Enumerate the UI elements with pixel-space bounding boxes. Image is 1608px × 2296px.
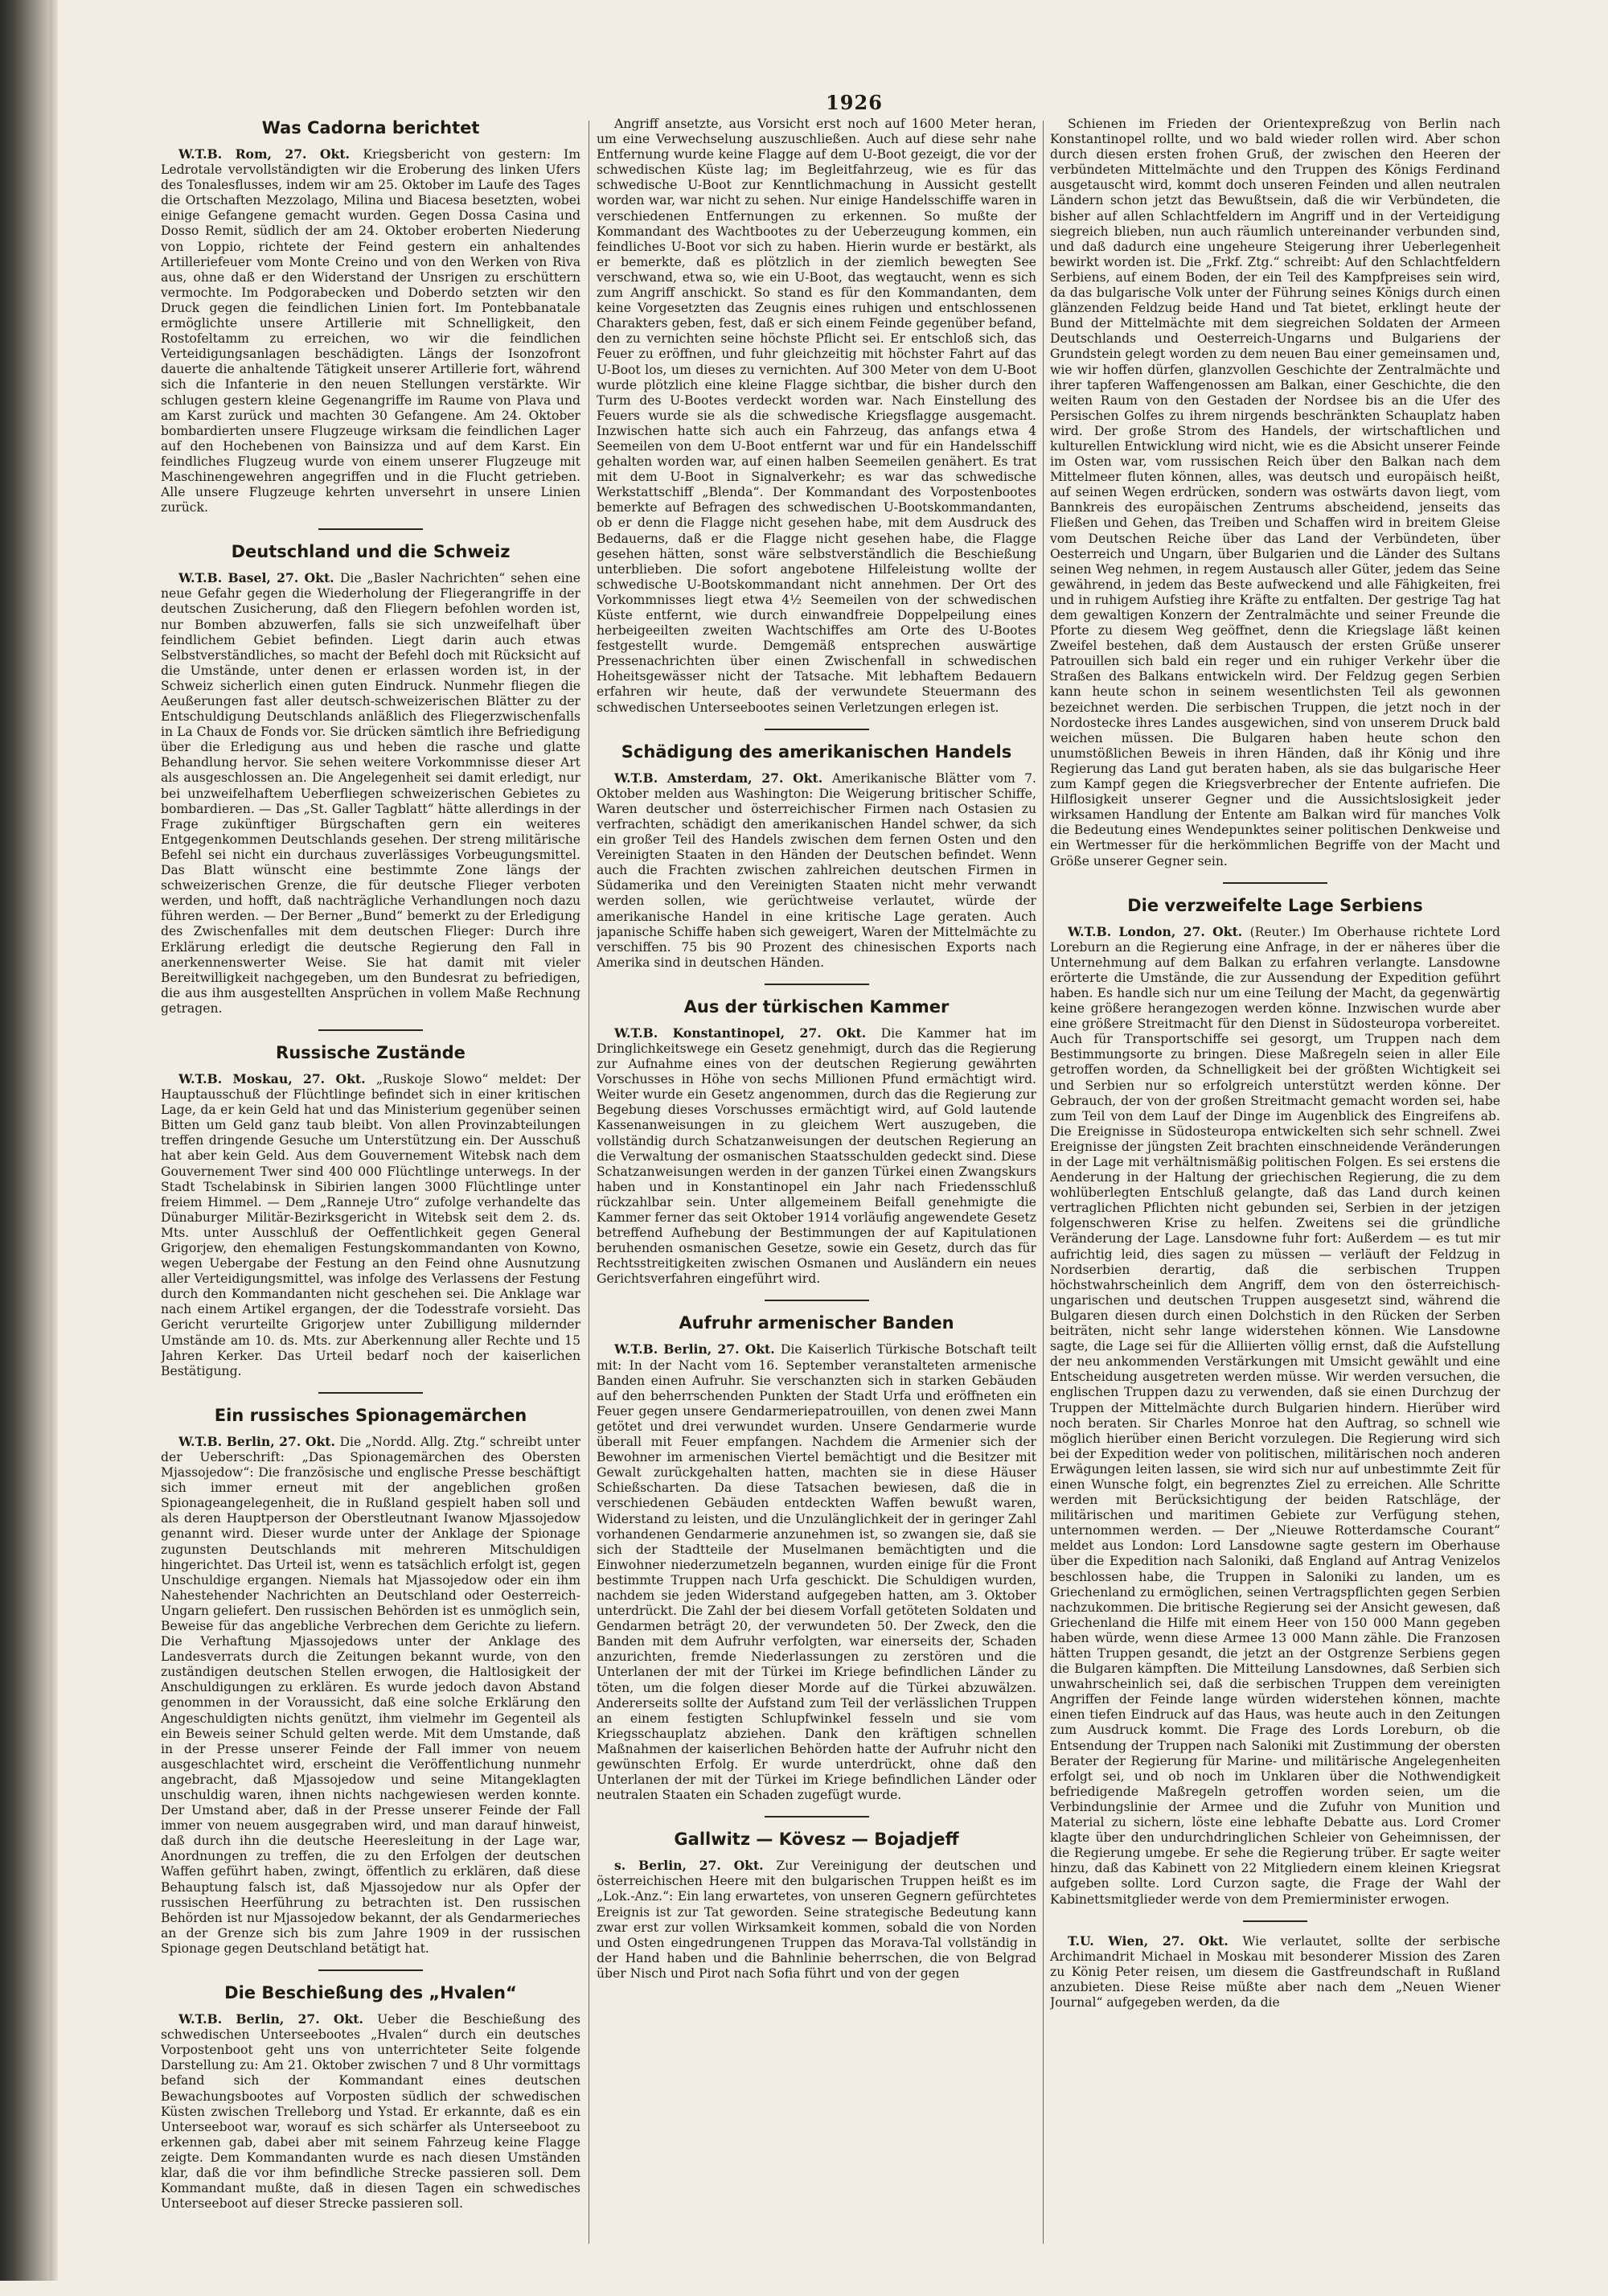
article-dateline: W.T.B. Amsterdam, 27. Okt. [614, 770, 832, 786]
article-text: Schienen im Frieden der Orientexpreßzug von Berlin nach Konstantinopel rollte, und wo bald wieder rollen wird. Aber schon durch diesen ersten frohen Gruß, der zwischen den Heeren der verbündeten Mittelmächte und den Truppen des Königs Ferdinand ausgetauscht wird, kommt doch unseren Feinden und allen neutralen Ländern schon jetzt das Bewußtsein, daß die wir Verbündeten, die bisher auf allen Schlachtfeldern im Angriff und in der Verteidigung siegreich blieben, nun auch räumlich untereinander verbunden sind, und daß dadurch eine ungeheure Steigerung ihrer Ueberlegenheit bewirkt worden ist. Die „Frkf. Ztg.“ schreibt: Auf den Schlachtfeldern Serbiens, auf einem Boden, der ein Teil des Kampfpreises sein wird, da das bulgarische Volk unter der Führung seines Königs durch einen glänzenden Feldzug beide Hand und Tat bietet, erklingt heute der Bund der Mittelmächte mit dem siegreichen Soldaten der Armeen Deutschlands und Oesterreich-Ungarns und Bulgariens der Grundstein gelegt worden zu dem neuen Bau einer gemeinsamen und, wie wir hoffen dürfen, glanzvollen Geschichte der Zentralmächte und ihrer tapferen Waffengenossen am Balkan, einer Geschichte, die den weiten Raum von den Gestaden der Nordsee bis an die Ufer des Persischen Golfes zu ihrem nirgends beschränkten Schauplatz haben wird. Der große Strom des Handels, der wirtschaftlichen und kulturellen Entwicklung wird nicht, wie es die Absicht unserer Feinde im Osten war, vom russischen Reich über den Balkan nach dem Mittelmeer fluten können, alles, was deutsch und europäisch heißt, auf seinen Wegen erdrücken, sondern was ostwärts davon liegt, vom Bannkreis des europäischen Zentrums abscheidend, jenseits das Fließen und Gehen, das Treiben und Schaffen wird in breitem Gleise vom Deutschen Reiche über das Land der Verbündeten, über Oesterreich und Ungarn, über Bulgarien und die Länder des Sultans seinen Weg nehmen, in regem Austausch aller Güter, jedem das Seine gewährend, in jedem das Beste aufweckend und alle Fähigkeiten, frei und in ruhigem Aufstieg ihre Kräfte zu entfalten. Der gestrige Tag hat dem gewaltigen Konzern der Zentralmächte und seiner Freunde die Pforte zu diesem Weg geöffnet, denn die Kriegslage läßt keinen Zweifel bestehen, daß dem Austausch der ersten Grüße unserer Patrouillen sich bald ein reger und ein ruhiger Verkehr über die Straßen des Balkans entwickeln wird. Der Feldzug gegen Serbien kann heute schon in seinem wesentlichsten Teil als gewonnen bezeichnet werden. Die serbischen Truppen, die jetzt noch in der Nordostecke ihres Landes ausgewichen, sind von unserem Druck bald weichen müssen. Die Bulgaren haben heute schon den unumstößlichen Beweis in ihren Händen, daß ihr König und ihre Regierung das Land gut beraten haben, als sie das bulgarische Heer zum Kampf gegen die Kriegsverbrecher der Entente aufriefen. Die Hilflosigkeit unserer Gegner und die Aussichtslosigkeit jeder wirksamen Handlung der Entente am Balkan wird für manches Volk die Bedeutung eines Wendepunktes seiner politischen Denkweise und ein Wertmesser für die herkömmlichen Begriffe von der Macht und Größe unserer Gegner sein. [1050, 117, 1500, 869]
article-headline: Ein russisches Spionagemärchen [214, 1405, 527, 1425]
article-headline: Deutschland und die Schweiz [231, 542, 511, 562]
article [597, 1312, 1036, 1803]
article-headline: Gallwitz — Kövesz — Bojadjeff [674, 1830, 959, 1850]
article-body [161, 570, 580, 1017]
article-separator [765, 1816, 869, 1817]
article-text: Amerikanische Blätter vom 7. Oktober melden aus Washington: Die Weigerung britischer Schiffe, Waren deutscher und österreichischer Firmen nach Ostasien zu verfrachten, schädigt den amerikanischen Handel schwer, da sich ein großer Teil des Handels zwischen dem fernen Osten und den Vereinigten Staaten in den Händen der Deutschen befindet. Wenn auch die Frachten zwischen zahlreichen deutschen Firmen in Südamerika und den Vereinigten Staaten nicht mehr verwandt werden sollen, wie gerüchtweise verlautet, würde der amerikanische Handel in eine kritische Lage geraten. Auch japanische Schiffe haben sich geweigert, Waren der Mittelmächte zu verschiffen. 75 bis 90 Prozent des chinesischen Exports nach Amerika sind in deutschen Händen. [597, 770, 1036, 970]
article-headline: Aus der türkischen Kammer [683, 996, 950, 1017]
article-separator [318, 1969, 423, 1971]
article [161, 1042, 580, 1379]
article-body [597, 770, 1036, 971]
article-separator [1243, 1920, 1307, 1922]
article-body [597, 1858, 1036, 1982]
article-headline: Schädigung des amerikanischen Handels [621, 741, 1012, 762]
article-separator [1223, 882, 1327, 884]
article-text: Die „Nordd. Allg. Ztg.“ schreibt unter der Ueberschrift: „Das Spionagemärchen des Obersten Mjassojedow“: Die französische und englische Presse beschäftigt sich immer erneut mit der angeblichen großen Spionageangelegenheit, die in Rußland gespielt haben soll und als deren Hauptperson der Oberstleutnant Iwanow Mjassojedow genannt wird. Dieser wurde unter der Anklage der Spionage zugunsten Deutschlands mit mehreren Mitschuldigen hingerichtet. Das Urteil ist, wenn es tatsächlich erfolgt ist, gegen Unschuldige ergangen. Niemals hat Mjassojedow oder ein ihm Nahestehender Nachrichten an Deutschland oder Oesterreich-Ungarn geliefert. Den russischen Behörden ist es unmöglich sein, Beweise für das angebliche Verbrechen dem Gerichte zu liefern. Die Verhaftung Mjassojedows unter der Anklage des Landesverrats durch die Zeitungen bekannt wurde, von den zuständigen deutschen Stellen erwogen, die Haltlosigkeit der Anschuldigungen zu erklären. Es wurde jedoch davon Abstand genommen in der Voraussicht, daß eine solche Erklärung den Angeschuldigten nichts genützt, ihm vielmehr im Gegenteil als ein Beweis seiner Schuld gelten werde. Mit dem Umstande, daß in der Presse unserer Feinde der Fall immer von neuem ausgeschlachtet wird, erscheint die Veröffentlichung nunmehr angebracht, daß Mjassojedow und seine Mitangeklagten unschuldig waren, ihnen nichts nachgewiesen werden konnte. Der Umstand aber, daß in der Presse unserer Feinde der Fall immer von neuem ausgegraben wird, und man darauf hinweist, daß durch ihn die deutsche Heeresleitung in der Lage war, Anordnungen zu treffen, die zu den Erfolgen der deutschen Waffen geführt haben, zwingt, öffentlich zu erklären, daß diese Behauptung falsch ist, daß Mjassojedow nur als Opfer der russischen Heerführung zu betrachten ist. Den russischen Behörden ist nur Mjassojedow bekannt, der als Gendarmerieches an der Grenze sich bis zum Jahre 1909 in der russischen Spionage gegen Deutschland betätigt hat. [161, 1434, 580, 1956]
article-dateline: W.T.B. Rom, 27. Okt. [178, 146, 363, 162]
article-text: Die „Basler Nachrichten“ sehen eine neue Gefahr gegen die Wiederholung der Fliegerangriffe in der deutschen Zusicherung, daß den Fliegern befohlen worden ist, nur Bomben abzuwerfen, falls sie sich unzweifelhaft über feindlichem Gebiet befinden. Liegt darin auch etwas Selbstverständliches, so macht der Befehl doch mit Rücksicht auf die Umstände, unter denen er erlassen worden ist, in der Schweiz sicherlich einen guten Eindruck. Nunmehr fliegen die Aeußerungen fast aller deutsch-schweizerischen Blätter zu der Entschuldigung Deutschlands anläßlich des Fliegerzwischenfalls in La Chaux de Fonds vor. Sie drücken sämtlich ihre Befriedigung über die Erledigung aus und heben die rasche und glatte Behandlung hervor. Sie sehen weitere Vorkommnisse dieser Art als ausgeschlossen an. Die Angelegenheit sei damit erledigt, nur bei unzweifelhaftem Ueberfliegen schweizerischen Gebietes zu bombardieren. — Das „St. Galler Tagblatt“ hätte allerdings in der Frage zukünftiger Bürgschaften gern ein weiteres Entgegenkommen Deutschlands gesehen. Der streng militärische Befehl sei nicht ein durchaus zuverlässiges Vorbeugungsmittel. Das Blatt wünscht eine bestimmte Zone längs der schweizerischen Grenze, die für deutsche Flieger verboten werden, und hofft, daß nachträgliche Verhandlungen noch dazu führen werden. — Der Berner „Bund“ bemerkt zu der Erledigung des Zwischenfalles mit dem deutschen Flieger: Durch ihre Erklärung erledigt die deutsche Regierung den Fall in anerkennenswerter Weise. Sie hat damit mit vieler Bereitwilligkeit nachgegeben, um den Bundesrat zu befriedigen, die aus ihm ausgestellten Ansprüchen in vollem Maße Rechnung getragen. [161, 571, 580, 1016]
article-body [161, 2011, 580, 2212]
newspaper-page [153, 76, 1556, 2256]
article-headline: Was Cadorna berichtet [261, 118, 480, 138]
article-body [597, 1341, 1036, 1803]
article-headline: Aufruhr armenischer Banden [679, 1313, 954, 1333]
article [597, 996, 1036, 1288]
article [597, 741, 1036, 971]
article-text: Ueber die Beschießung des schwedischen Unterseebootes „Hvalen“ durch ein deutsches Vorpostenboot geht uns von unterrichteter Seite folgende Darstellung zu: Am 21. Oktober zwischen 7 und 8 Uhr vormittags befand sich der Kommandant eines deutschen Bewachungsbootes auf Vorposten südlich der schwedischen Küsten zwischen Trelleborg und Ystad. Er erkannte, daß es ein Unterseeboot war, worauf es sich schärfer als Unterseeboot zu erkennen gab, dabei aber mit seinem Fahrzeug keine Flagge zeigte. Dem Kommandanten wurde es nach diesen Umständen klar, daß die vor ihm befindliche Strecke passieren soll. Dem Kommandant mußte, daß in diesen Tagen ein schwedisches Unterseeboot auf dieser Strecke passieren soll. [161, 2012, 580, 2212]
article-dateline: W.T.B. Berlin, 27. Okt. [614, 1341, 781, 1357]
article-text: Kriegsbericht von gestern: Im Ledrotale vervollständigten wir die Eroberung des linken Ufers des Tonalesflusses, indem wir am 25. Oktober im Laufe des Tages die Ortschaften Mezzolago, Milina und Biacesa besetzten, wobei einige Gefangene gemacht wurden. Gegen Dossa Casina und Dosso Remit, südlich der am 24. Oktober eroberten Niederung von Loppio, richtete der Feind gestern ein anhaltendes Artilleriefeuer vom Monte Creino und von den Werken von Riva aus, ohne daß er den Widerstand der Unsrigen zu erschüttern vermochte. Im Podgorabecken und Doberdo setzten wir den Druck gegen die feindlichen Linien fort. Im Pontebbanatale ermöglichte unsere Artillerie mit Schnelligkeit, den Rostofeltamm zu erreichen, wo wir die feindlichen Verteidigungsanlagen beschädigten. Längs der Isonzofront dauerte die anhaltende Tätigkeit unserer Artillerie fort, während sich die Infanterie in den neuen Stellungen verstärkte. Wir schlugen gestern kleine Gegenangriffe im Raume von Plava und am Karst zurück und machten 30 Gefangene. Am 24. Oktober bombardierten unsere Flugzeuge wirksam die feindlichen Lager auf den Hochebenen von Bainsizza und auf dem Karst. Ein feindliches Flugzeug wurde von einem unserer Flugzeuge mit Maschinengewehren angegriffen und in die Flucht getrieben. Alle unsere Flugzeuge kehrten unversehrt in unsere Linien zurück. [161, 147, 580, 515]
column-middle [597, 117, 1036, 2296]
article-text: Angriff ansetzte, aus Vorsicht erst noch auf 1600 Meter heran, um eine Verwechselung auszuschließen. Auch auf diese sehr nahe Entfernung wurde keine Flagge auf dem U-Boot gezeigt, die vor der schwedischen Küste lag; im Begleitfahrzeug, wie es für das schwedische U-Boot zur Kenntlichmachung in Aussicht gestellt worden war, war nicht zu sehen. Nur einige Handelsschiffe waren in verschiedenen Entfernungen zu erkennen. So mußte der Kommandant des Wachtbootes zu der Ueberzeugung kommen, ein feindliches U-Boot vor sich zu haben. Hierin wurde er bestärkt, als er bemerkte, daß es plötzlich in der ziemlich bewegten See verschwand, etwa so, wie ein U-Boot, das wegtaucht, wenn es sich zum Angriff anschickt. So stand es für den Kommandanten, dem keine Vorgesetzten das Zeugnis eines ruhigen und entschlossenen Charakters geben, fest, daß er sich einem Feinde gegenüber befand, den zu vernichten seine höchste Pflicht sei. Er entschloß sich, das Feuer zu eröffnen, und fuhr gleichzeitig mit höchster Fahrt auf das U-Boot los, um dieses zu vernichten. Auf 300 Meter von dem U-Boot wurde plötzlich eine kleine Flagge sichtbar, die bisher durch den Turm des U-Bootes verdeckt worden war. Nach Einstellung des Feuers wurde sie als die schwedische Kriegsflagge ausgemacht. Inzwischen hatte sich auch ein Fahrzeug, das anfangs etwa 4 Seemeilen von dem U-Boot entfernt war und für ein Handelsschiff gehalten worden war, auf einen halben Seemeilen genähert. Es trat mit dem U-Boot in Signalverkehr; es war das schwedische Werkstattschiff „Blenda“. Der Kommandant des Vorpostenbootes bemerkte auf Befragen des schwedischen U-Bootskommandanten, ob er denn die Flagge nicht gesehen habe, mit dem Ausdruck des Bedauerns, daß er die Flagge nicht gesehen habe, die Flagge gesehen hätten, sonst wäre selbstverständlich die Beschießung unterblieben. Die sofort angebotene Hilfeleistung wollte der schwedische U-Bootskommandant nicht annehmen. Der Ort des Vorkommnisses liegt etwa 4½ Seemeilen von der schwedischen Küste entfernt, wie durch einwandfreie Doppelpeilung eines herbeigeeilten zweiten Wachtschiffes am Orte des U-Bootes festgestellt wurde. Demgemäß entsprechen auswärtige Pressenachrichten über einen Zwischenfall in schwedischen Hoheitsgewässer nicht der Tatsache. Mit lebhaftem Bedauern erfahren wir heute, daß der verwundete Steuermann des schwedischen Unterseebootes seinen Verletzungen erlegen ist. [597, 117, 1036, 715]
article-dateline: W.T.B. London, 27. Okt. [1068, 923, 1250, 939]
article [1050, 1933, 1500, 2011]
article [161, 541, 580, 1017]
article-text: Wie verlautet, sollte der serbische Archimandrit Michael in Moskau mit besonderer Mission des Zaren zu König Peter reisen, um diesem die Gastfreundschaft in Rußland anzubieten. Diese Reise müßte aber nach dem „Neuen Wiener Journal“ aufgegeben werden, da die [1050, 1933, 1500, 2010]
article-separator [318, 1392, 423, 1394]
article-dateline: T.U. Wien, 27. Okt. [1068, 1933, 1243, 1949]
article-body [597, 117, 1036, 716]
article-text: Die Kammer hat im Dringlichkeitswege ein Gesetz genehmigt, durch das die Regierung zur Aufnahme eines von der deutschen Regierung gewährten Vorschusses in Höhe von sechs Millionen Pfund ermächtigt wird. Weiter wurde ein Gesetz angenommen, durch das die Regierung zur Begebung dieses Vorschusses ermächtigt wird, auf Gold lautende Kassenanweisungen in zu gleichem Wert auszugeben, die vollständig durch Schatzanweisungen der deutschen Regierung an die Verwaltung der osmanischen Staatsschulden gedeckt sind. Diese Schatzanweisungen werden in der ganzen Türkei einen Zwangskurs haben und in Konstantinopel ein Jahr nach Friedensschluß rückzahlbar sein. Unter allgemeinem Beifall genehmigte die Kammer ferner das seit Oktober 1914 vorläufig angewendete Gesetz betreffend Aufhebung der Bestimmungen der auf Kapitulationen beruhenden osmanischen Gesetze, sowie ein Gesetz, durch das für Rechtsstreitigkeiten zwischen Osmanen und Ausländern ein neues Gerichtsverfahren eingeführt wird. [597, 1025, 1036, 1287]
article [161, 1982, 580, 2212]
article-dateline: s. Berlin, 27. Okt. [614, 1858, 777, 1874]
article-dateline: W.T.B. Berlin, 27. Okt. [178, 1433, 340, 1449]
article-body [1050, 924, 1500, 1908]
column-left [161, 113, 580, 2292]
column-right [1050, 117, 1500, 2296]
article-dateline: W.T.B. Berlin, 27. Okt. [178, 2011, 378, 2027]
article-headline: Russische Zustände [276, 1042, 466, 1062]
article [1050, 117, 1500, 869]
article-text: Zur Vereinigung der deutschen und österreichischen Heere mit den bulgarischen Truppen heißt es im „Lok.-Anz.“: Ein lang erwartetes, von unseren Gegnern gefürchtetes Ereignis ist zur Tat geworden. Seine strategische Bedeutung kann zwar erst zur vollen Wirksamkeit kommen, sobald die von Norden und Osten eingedrungenen Truppen das Morava-Tal vollständig in der Hand haben und die Bahnlinie beherrschen, die von Belgrad über Nisch und Pirot nach Sofia führt und von der gegen [597, 1859, 1036, 1981]
page-gutter [50, 0, 58, 2281]
article-headline: Die Beschießung des „Hvalen“ [224, 1983, 517, 2003]
article-headline: Die verzweifelte Lage Serbiens [1127, 895, 1423, 915]
article-body [1050, 1933, 1500, 2011]
article-text: (Reuter.) Im Oberhause richtete Lord Loreburn an die Regierung eine Anfrage, in der er näheres über die Unternehmung auf dem Balkan zu erfahren verlangte. Lansdowne erörterte die Umstände, die zur Aussendung der Expedition geführt haben. Es handle sich nur um eine Teilung der Macht, da gegenwärtig keine größere herangezogen werden könne. Inzwischen wurde aber eine größere Streitmacht für den Dienst in Südosteuropa vorbereitet. Auch für Transportschiffe sei gesorgt, um Truppen nach dem Bestimmungsorte zu bringen. Diese Maßregeln seien in aller Eile getroffen worden, da Schnelligkeit bei der größten Wichtigkeit sei und Serbien nur so erfolgreich unterstützt werden könne. Der Gebrauch, der von der großen Streitmacht gemacht worden sei, habe zum Teil von dem Lauf der Dinge im Augenblick des Eingreifens ab. Die Ereignisse in Südosteuropa entwickelten sich sehr schnell. Zwei Ereignisse der jüngsten Zeit brachten einschneidende Veränderungen in der Lage mit verhältnismäßig politischen Folgen. Es sei erstens die Aenderung in der Haltung der griechischen Regierung, die zu dem wohlüberlegten Entschluß gelangte, daß das Land durch keinen vertraglichen Pflichten nicht gebunden sei, Serbien in der jetzigen folgenschweren Krise zu helfen. Zweitens sei die gründliche Veränderung der Lage. Lansdowne fuhr fort: Außerdem — es tut mir aufrichtig leid, dies sagen zu müssen — verläuft der Feldzug in Nordserbien derartig, daß die serbischen Truppen höchstwahrscheinlich dem Angriff, dem von den österreichisch-ungarischen und deutschen Truppen ausgesetzt sind, während die Bulgaren diesen durch einen Dolchstich in den Rücken der Serben beiträten, nicht sehr lange widerstehen können. Wie Lansdowne sagte, die Lage sei für die Alliierten völlig ernst, daß die Aufstellung der neu ankommenden Verstärkungen mit Umsicht gewählt und eine Entscheidung ausgetreten werden müsse. Wir werden versuchen, die englischen Truppen dazu zu verwenden, daß sie einen Durchzug der Truppen der Mittelmächte durch Bulgarien hindern. Hierüber wird noch beraten. Sir Charles Monroe hat den Auftrag, so schnell wie möglich hierüber einen Bericht vorzulegen. Die Regierung wird sich bei der Expedition weder von politischen, militärischen noch anderen Erwägungen leiten lassen, sie wird sich nur auf unbestimmte Zeit für einen Wunsche folgt, ein begrenztes Ziel zu erreichen. Alle Schritte werden mit Berücksichtigung der beiden Ratschläge, der militärischen und maritimen Gebiete zur Verfügung stehen, unternommen werden. — Der „Nieuwe Rotterdamsche Courant“ meldet aus London: Lord Lansdowne sagte gestern im Oberhause über die Expedition nach Saloniki, daß England auf Antrag Venizelos beschlossen habe, die Truppen in Saloniki zu landen, um es Griechenland zu ermöglichen, seinen Vertragspflichten gegen Serbien nachzukommen. Die britische Regierung sei der Ansicht gewesen, daß Griechenland die Hilfe mit einem Heer von 150 000 Mann gegeben haben würde, wenn diese Armee 13 000 Mann zähle. Die Franzosen hätten Truppen gesandt, die jetzt an der Ostgrenze Serbiens gegen die Bulgaren kämpften. Die Mitteilung Lansdownes, daß Serbien sich unwahrscheinlich sei, daß die serbischen Truppen dem vereinigten Angriffen der Feinde lange würden widerstehen können, machte einen tiefen Eindruck auf das Haus, was heute auch in den Zeitungen zum Ausdruck kommt. Die Frage des Lords Loreburn, ob die Entsendung der Truppen nach Saloniki mit Zustimmung der obersten Berater der Regierung für Marine- und militärische Angelegenheiten erfolgt sei, und ob noch im Unklaren über die Nothwendigkeit befriedigende Maßregeln getroffen worden seien, um die Verbindungslinie der Armee und die Zufuhr von Munition und Material zu sichern, löste eine lebhafte Debatte aus. Lord Cromer klagte über den undurchdringlichen Schleier von Geheimnissen, der die Regierung umgebe. Er sehe die Regierung trüber. Er sagte weiter hinzu, daß das Kabinett von 22 Mitgliedern einem kleinen Kriegsrat aufgeben sollte. Lord Curzon sagte, die Frage der Wahl der Kabinettsmitglieder werde von dem Premierminister erwogen. [1050, 924, 1500, 1907]
article-separator [318, 528, 423, 530]
article-text: „Ruskoje Slowo“ meldet: Der Hauptausschuß der Flüchtlinge befindet sich in einer kritischen Lage, da er kein Geld hat und das Ministerium gegenüber seinen Bitten um Geld ganz taub bleibt. Von allen Provinzabteilungen treffen dringende Gesuche um Unterstützung ein. Der Ausschuß hat aber kein Geld. Aus dem Gouvernement Witebsk nach dem Gouvernement Twer sind 400 000 Flüchtlinge unterwegs. In der Stadt Tschelabinsk in Sibirien langen 3000 Flüchtlinge unter freiem Himmel. — Dem „Ranneje Utro“ zufolge verhandelte das Dünaburger Militär-Bezirksgericht in Witebsk seit dem 2. ds. Mts. unter Ausschluß der Oeffentlichkeit gegen General Grigorjew, den ehemaligen Festungskommandanten von Kowno, wegen Uebergabe der Festung an den Feind ohne Ausnutzung aller Verteidigungsmittel, was infolge des Verlassens der Festung durch den Kommandanten nicht geschehen sei. Die Anklage war nach einem Artikel ergangen, der die Todesstrafe vorsieht. Das Gericht verurteilte Grigorjew unter Zubilligung mildernder Umstände am 10. ds. Mts. zur Aberkennung aller Rechte und 15 Jahren Kerker. Das Urteil bedarf noch der kaiserlichen Bestätigung. [161, 1071, 580, 1378]
column-rule [1043, 121, 1044, 2244]
article-text: Die Kaiserlich Türkische Botschaft teilt mit: In der Nacht vom 16. September veranstalteten armenische Banden einen Aufruhr. Sie verschanzten sich in starken Gebäuden auf den beherrschenden Punkten der Stadt Urfa und eröffneten ein Feuer gegen unsere Gendarmeriepatrouillen, von denen zwei Mann getötet und drei verwundet wurden. Unsere Gendarmerie wurde überall mit Feuer empfangen. Nachdem die Armenier sich der Bewohner im armenischen Viertel bemächtigt und die Besitzer mit Gewalt zurückgehalten hatten, machten sie in diese Häuser Schießscharten. Da diese Tatsachen bewiesen, daß die in verschiedenen Gebäuden entdeckten Waffen bewußt waren, Widerstand zu leisten, und die Unzulänglichkeit der in geringer Zahl vorhandenen Gendarmerie anzunehmen ist, so zwangen sie, daß sie sich der Stadtteile der Muselmanen bemächtigten und die Einwohner niederzumetzeln begannen, wurden einige für die Front bestimmte Truppen nach Urfa geschickt. Die Schuldigen wurden, nachdem sie jeden Widerstand aufgegeben hatten, am 3. Oktober unterdrückt. Die Zahl der bei diesem Vorfall getöteten Soldaten und Gendarmen beträgt 20, der verwundeten 50. Der Zweck, den die Banden mit dem Aufruhr verfolgten, war einerseits der, Schaden anzurichten, fremde Niederlassungen zu zerstören und die Unterlanen der mit der Türkei im Kriege befindlichen Länder zu töten, um die folgen dieser Morde auf die Türkei abzuwälzen. Andererseits sollte der Aufstand zum Teil der verlässlichen Truppen an einem festigten Schlupfwinkel fesseln und sie vom Kriegsschauplatz abziehen. Dank den kräftigen schnellen Maßnahmen der kaiserlichen Behörden hatte der Aufruhr nicht den gewünschten Erfolg. Er wurde unterdrückt, ohne daß den Unterlanen der mit der Türkei im Kriege befindlichen Länder oder neutralen Staaten ein Schaden zugefügt wurde. [597, 1342, 1036, 1803]
article-body [1050, 117, 1500, 869]
page-number: 1926 [826, 91, 883, 114]
article-separator [765, 729, 869, 730]
article-dateline: W.T.B. Konstantinopel, 27. Okt. [614, 1025, 881, 1041]
article-body [161, 1434, 580, 1957]
article-separator [765, 984, 869, 985]
article-body [597, 1025, 1036, 1288]
article [597, 117, 1036, 716]
article-separator [318, 1029, 423, 1031]
article [161, 117, 580, 515]
article-body [161, 1071, 580, 1379]
article [597, 1829, 1036, 1982]
book-binding-edge [0, 0, 50, 2281]
article-dateline: W.T.B. Basel, 27. Okt. [178, 570, 340, 586]
article-separator [765, 1300, 869, 1301]
article-body [161, 146, 580, 515]
article [161, 1405, 580, 1957]
article-dateline: W.T.B. Moskau, 27. Okt. [178, 1070, 376, 1086]
article [1050, 895, 1500, 1908]
